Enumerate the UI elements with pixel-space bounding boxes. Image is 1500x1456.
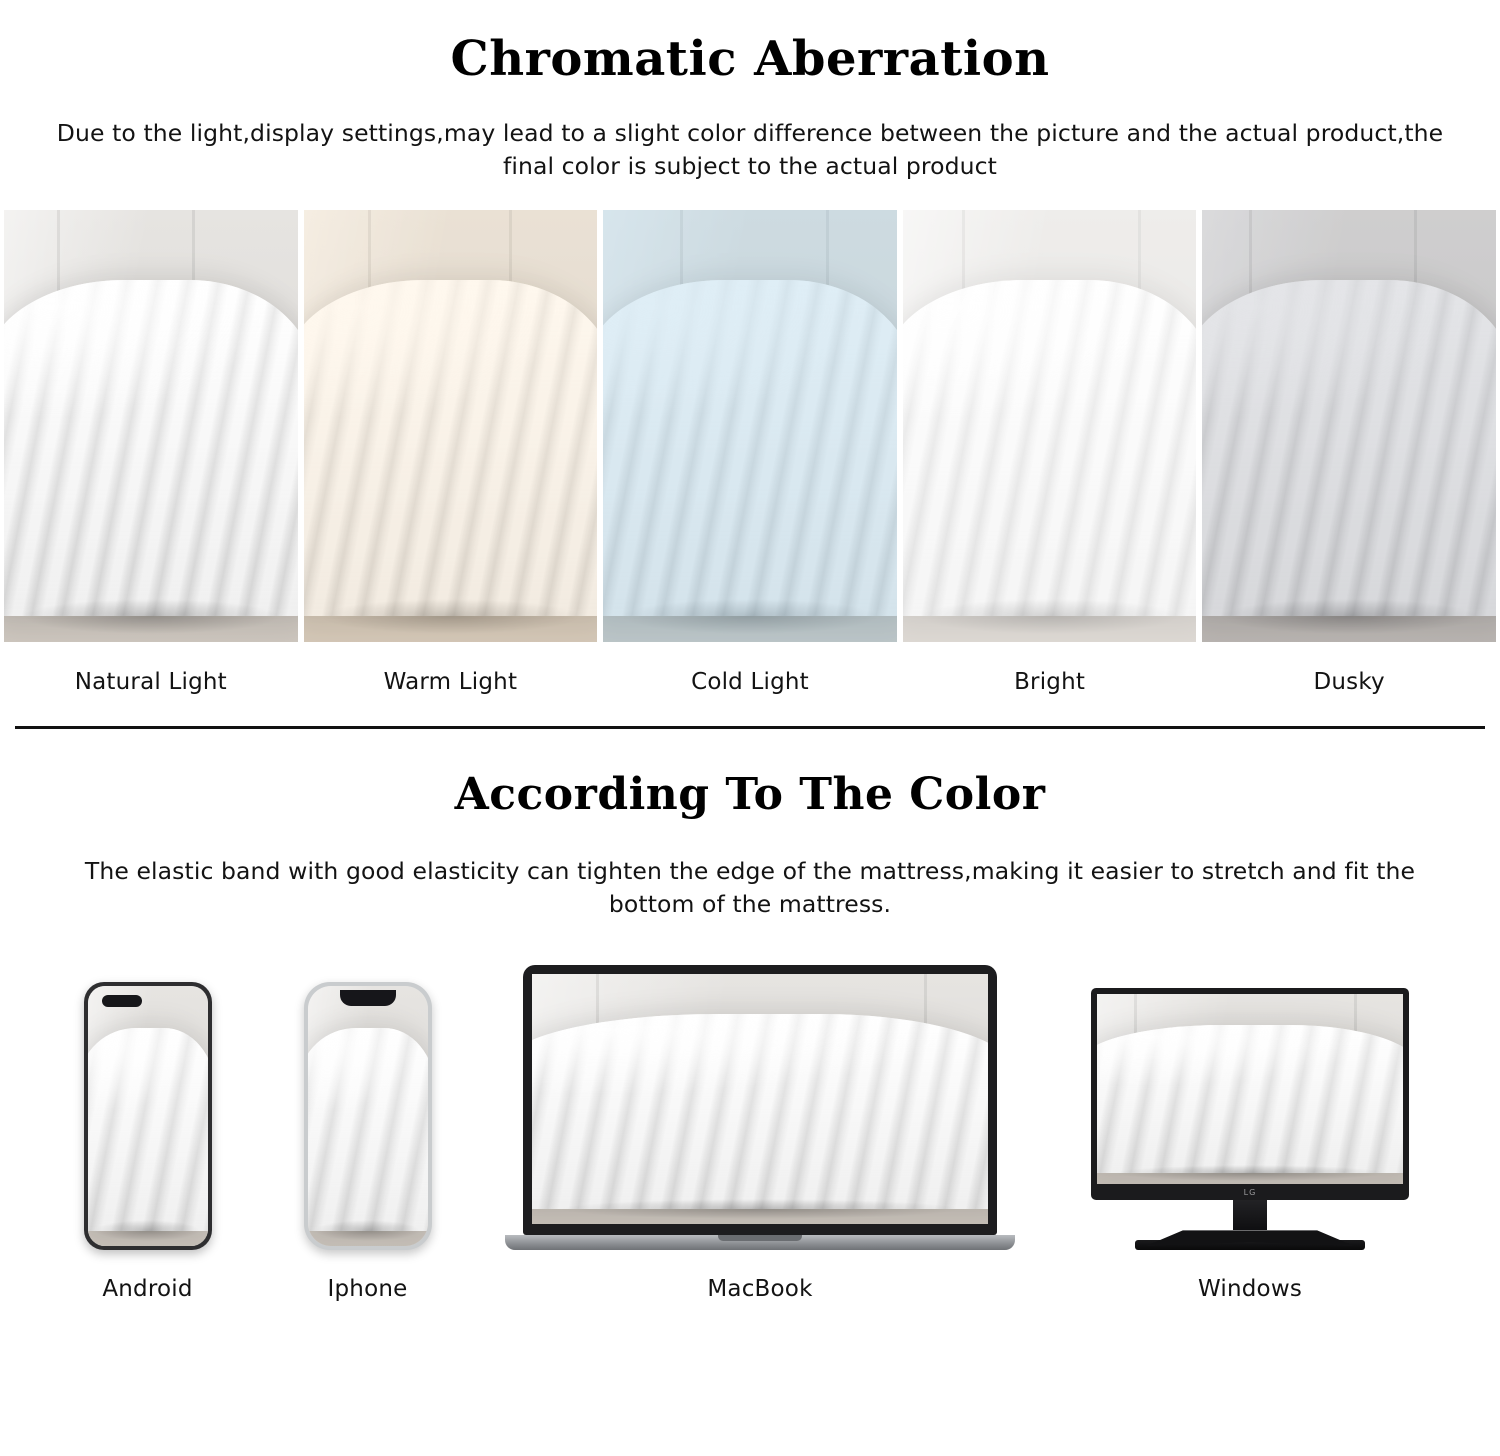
- device-cell-iphone: [255, 982, 480, 1302]
- android-camera-notch-icon: [102, 995, 142, 1007]
- photo-label-warm-light: Warm Light: [383, 669, 518, 696]
- lighting-cell-warm: [304, 210, 598, 695]
- photo-label-bright: Bright: [1014, 669, 1086, 696]
- photo-dusky: [1202, 210, 1496, 642]
- blanket-scene: [4, 210, 298, 642]
- chromatic-aberration-section: [0, 32, 1500, 729]
- device-cell-windows: [1040, 988, 1460, 1302]
- device-cell-android: [40, 982, 255, 1302]
- blanket-scene: [1097, 994, 1403, 1184]
- device-label-windows: Windows: [1197, 1276, 1303, 1303]
- iphone-notch-icon: [340, 990, 396, 1006]
- device-label-macbook: MacBook: [707, 1276, 813, 1303]
- according-to-color-section: [0, 766, 1500, 1302]
- photo-warm-light: [304, 210, 598, 642]
- photo-label-dusky: Dusky: [1313, 669, 1385, 696]
- device-preview-strip: [0, 965, 1500, 1302]
- device-cell-macbook: [480, 965, 1040, 1302]
- photo-label-natural-light: Natural Light: [74, 669, 227, 696]
- photo-cold-light: [603, 210, 897, 642]
- section-divider: [15, 726, 1485, 729]
- windows-monitor-mockup: [1091, 988, 1409, 1200]
- blanket-scene: [88, 986, 208, 1246]
- blanket-scene: [603, 210, 897, 642]
- blanket-scene: [532, 974, 988, 1224]
- monitor-neck: [1233, 1200, 1267, 1230]
- chromatic-subtitle: Due to the light,display settings,may lead to a slight color difference between the picture and the actual product,the final color is subject to the actual product: [56, 118, 1444, 181]
- blanket-scene: [308, 986, 428, 1246]
- macbook-base: [505, 1235, 1015, 1250]
- lighting-cell-bright: [903, 210, 1197, 695]
- photo-natural-light: [4, 210, 298, 642]
- iphone-mockup: [304, 982, 432, 1250]
- section-title-color: According To The Color: [454, 768, 1046, 820]
- lighting-photo-strip: [0, 210, 1500, 695]
- macbook-mockup: [523, 965, 997, 1235]
- photo-label-cold-light: Cold Light: [691, 669, 809, 696]
- android-phone-mockup: [84, 982, 212, 1250]
- color-subtitle: The elastic band with good elasticity can tighten the edge of the mattress,making it easier to stretch and fit the bottom of the mattress.: [84, 856, 1416, 918]
- lighting-cell-natural: [4, 210, 298, 695]
- monitor-brand-label: LG: [1243, 1188, 1257, 1198]
- blanket-scene: [304, 210, 598, 642]
- blanket-scene: [903, 210, 1197, 642]
- macbook-trackpad-notch-icon: [718, 1235, 802, 1241]
- lighting-cell-dusky: [1202, 210, 1496, 695]
- blanket-scene: [1202, 210, 1496, 642]
- device-label-android: Android: [102, 1276, 193, 1303]
- page-title: Chromatic Aberration: [450, 31, 1050, 88]
- photo-bright: [903, 210, 1197, 642]
- lighting-cell-cold: [603, 210, 897, 695]
- device-label-iphone: Iphone: [327, 1276, 408, 1303]
